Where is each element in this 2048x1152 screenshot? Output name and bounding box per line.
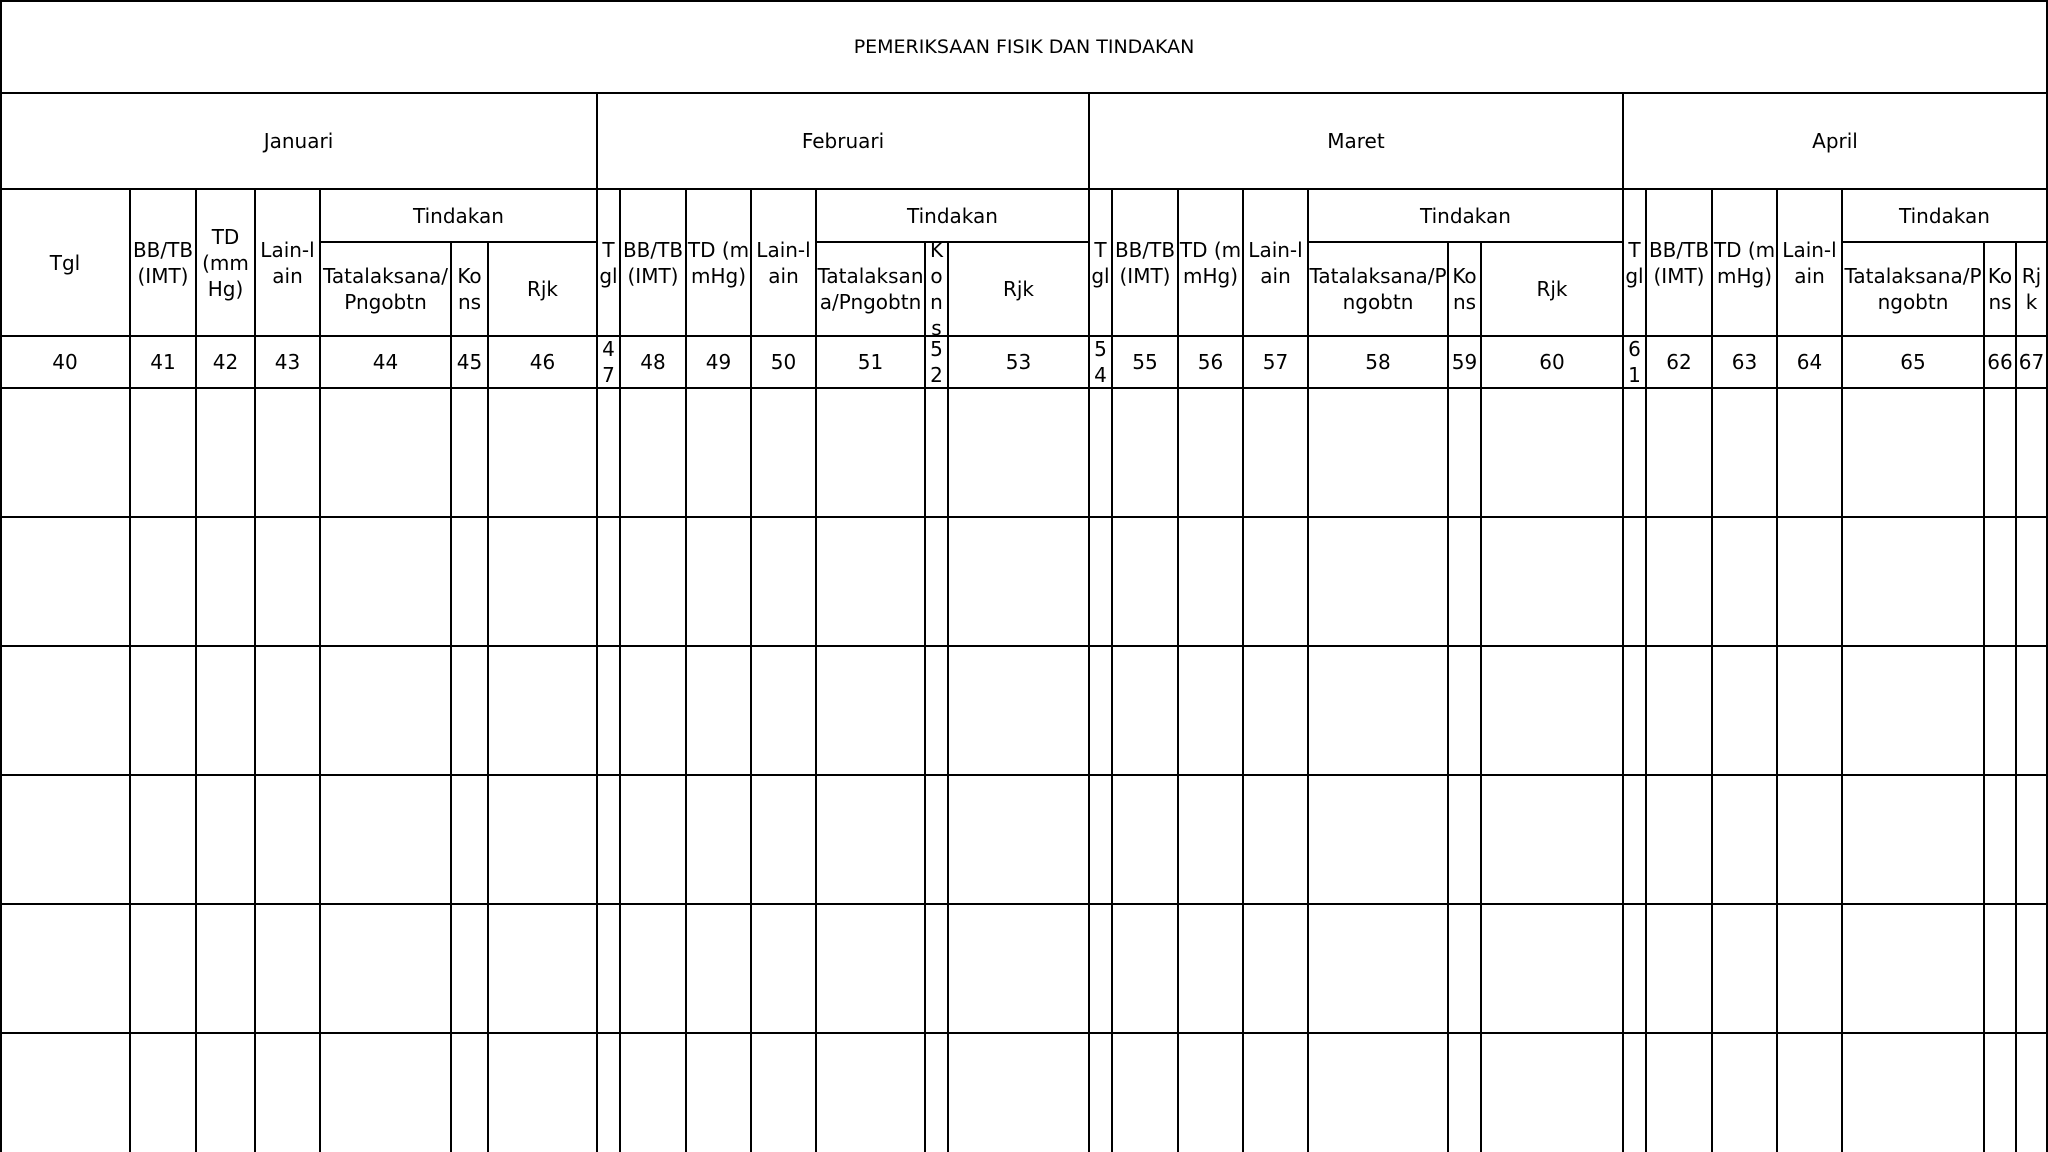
column-number [686, 336, 751, 388]
column-number-text: 40 [52, 350, 78, 374]
col-tgl-header-text: Tgl [49, 250, 81, 275]
column-number-text: 62 [1666, 350, 1692, 374]
column-number-text: 42 [212, 350, 239, 374]
month-header-februari [597, 93, 1089, 189]
column-number [1481, 336, 1623, 388]
tindakan-group-header-text: Tindakan [1420, 203, 1511, 228]
col-tgl-header-text: Tgl [599, 237, 618, 288]
col-tatalaksana-header [1842, 242, 1984, 336]
col-td-header-text: TD (mmHg) [1179, 237, 1242, 288]
col-bbtb-header [130, 189, 196, 336]
column-number-text: 44 [372, 350, 399, 374]
col-kons-header [1448, 242, 1481, 336]
tindakan-group-header-text: Tindakan [413, 203, 504, 228]
column-number-text: 54 [1094, 337, 1107, 387]
col-rjk-header-text: Rjk [526, 277, 559, 301]
tindakan-group-header [1308, 189, 1623, 242]
col-tgl-header [1623, 189, 1646, 336]
table-title [0, 1, 2048, 93]
column-number-text: 66 [1987, 350, 2013, 374]
col-td-header-text: TD (mmHg) [202, 224, 249, 301]
col-tatalaksana-header-text: Tatalaksana/Pngobtn [817, 264, 924, 314]
col-td-header [686, 189, 751, 336]
col-lain-header-text: Lain-lain [260, 237, 315, 288]
column-number [925, 336, 948, 388]
column-number-text: 61 [1628, 337, 1641, 387]
column-number [1112, 336, 1178, 388]
column-number [0, 336, 130, 388]
col-kons-header-text: Kons [929, 242, 944, 336]
column-number [1712, 336, 1777, 388]
column-number [1448, 336, 1481, 388]
col-rjk-header-text: Rjk [1002, 277, 1035, 301]
col-bbtb-header-text: BB/TB (IMT) [622, 237, 684, 288]
column-number-text: 57 [1262, 350, 1289, 374]
month-header-maret [1089, 93, 1623, 189]
col-rjk-header [948, 242, 1089, 336]
column-number-text: 55 [1132, 350, 1158, 374]
col-rjk-header-text: Rjk [1536, 277, 1568, 301]
column-number [1178, 336, 1243, 388]
col-bbtb-header [1112, 189, 1178, 336]
column-number-text: 59 [1451, 350, 1478, 374]
column-number-text: 63 [1731, 350, 1758, 374]
column-number-text: 51 [857, 350, 884, 374]
column-number [1842, 336, 1984, 388]
column-number-text: 56 [1197, 350, 1224, 374]
col-bbtb-header-text: BB/TB (IMT) [1114, 237, 1176, 288]
month-header-april-text: April [1812, 129, 1858, 153]
col-tatalaksana-header-text: Tatalaksana/Pngobtn [323, 264, 448, 314]
column-number [255, 336, 320, 388]
col-tgl-header-text: Tgl [1625, 237, 1644, 288]
column-number [320, 336, 451, 388]
column-number [1777, 336, 1842, 388]
tindakan-group-header [320, 189, 597, 242]
tindakan-group-header [1842, 189, 2047, 242]
column-number [196, 336, 255, 388]
column-number-text: 46 [529, 350, 556, 374]
column-number [620, 336, 686, 388]
column-number-text: 65 [1900, 350, 1926, 374]
col-lain-header [255, 189, 320, 336]
column-number-text: 48 [640, 350, 666, 374]
col-tatalaksana-header-text: Tatalaksana/Pngobtn [1844, 264, 1982, 314]
col-lain-header-text: Lain-lain [756, 237, 811, 288]
col-tatalaksana-header [816, 242, 925, 336]
col-tgl-header-text: Tgl [1091, 237, 1110, 288]
col-kons-header [451, 242, 488, 336]
column-number [130, 336, 196, 388]
column-number [816, 336, 925, 388]
column-number [1089, 336, 1112, 388]
column-number-text: 49 [705, 350, 732, 374]
col-bbtb-header-text: BB/TB (IMT) [132, 237, 194, 288]
tindakan-group-header-text: Tindakan [907, 203, 998, 228]
col-td-header [1712, 189, 1777, 336]
col-tatalaksana-header-text: Tatalaksana/Pngobtn [1309, 264, 1447, 314]
col-td-header-text: TD (mmHg) [687, 237, 750, 288]
col-td-header-text: TD (mmHg) [1713, 237, 1776, 288]
month-header-februari-text: Februari [801, 129, 885, 153]
col-td-header [1178, 189, 1243, 336]
tindakan-group-header [816, 189, 1089, 242]
column-number [948, 336, 1089, 388]
column-number-text: 50 [770, 350, 797, 374]
col-lain-header-text: Lain-lain [1782, 237, 1837, 288]
col-bbtb-header [1646, 189, 1712, 336]
column-number-text: 52 [930, 337, 943, 387]
month-header-maret-text: Maret [1327, 129, 1385, 153]
column-number [1984, 336, 2016, 388]
col-rjk-header [1481, 242, 1623, 336]
col-lain-header [1777, 189, 1842, 336]
column-number [1308, 336, 1448, 388]
col-bbtb-header [620, 189, 686, 336]
column-number [751, 336, 816, 388]
month-header-januari-text: Januari [263, 129, 334, 153]
column-number-text: 47 [602, 337, 615, 387]
col-tgl-header [1089, 189, 1112, 336]
column-number [597, 336, 620, 388]
column-number-text: 53 [1005, 350, 1032, 374]
col-lain-header [1243, 189, 1308, 336]
tindakan-group-header-text: Tindakan [1899, 203, 1990, 228]
col-kons-header [925, 242, 948, 336]
column-number-text: 64 [1796, 350, 1823, 374]
col-kons-header-text: Kons [457, 264, 482, 314]
col-bbtb-header-text: BB/TB (IMT) [1648, 237, 1710, 288]
col-tgl-header [597, 189, 620, 336]
column-number [2016, 336, 2047, 388]
col-kons-header [1984, 242, 2016, 336]
column-number-text: 43 [274, 350, 301, 374]
column-number [1623, 336, 1646, 388]
column-number-text: 58 [1365, 350, 1391, 374]
table-title-text: PEMERIKSAAN FISIK DAN TINDAKAN [853, 36, 1195, 58]
column-number [488, 336, 597, 388]
column-number [451, 336, 488, 388]
column-number [1243, 336, 1308, 388]
column-number-text: 45 [456, 350, 483, 374]
col-tgl-header [0, 189, 130, 336]
column-number-text: 67 [2018, 350, 2045, 374]
col-lain-header-text: Lain-lain [1248, 237, 1303, 288]
col-tatalaksana-header [320, 242, 451, 336]
col-kons-header-text: Kons [1987, 264, 2013, 314]
month-header-april [1623, 93, 2047, 189]
col-rjk-header [488, 242, 597, 336]
col-rjk-header-text: Rjk [2021, 264, 2042, 314]
column-number-text: 41 [150, 350, 176, 374]
month-header-januari [0, 93, 597, 189]
column-number [1646, 336, 1712, 388]
col-lain-header [751, 189, 816, 336]
column-number-text: 60 [1539, 350, 1565, 374]
col-tatalaksana-header [1308, 242, 1448, 336]
col-kons-header-text: Kons [1452, 264, 1477, 314]
col-td-header [196, 189, 255, 336]
col-rjk-header [2016, 242, 2047, 336]
